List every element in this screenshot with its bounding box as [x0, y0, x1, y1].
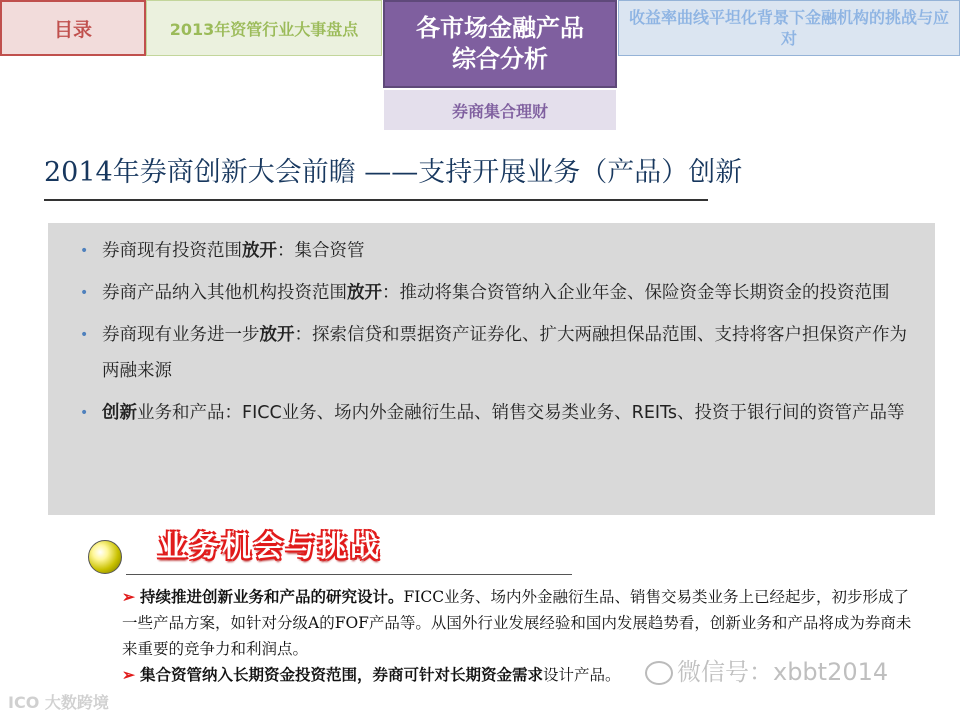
bullet-bold: 放开 — [347, 283, 382, 303]
section-title: 业务机会与挑战 — [158, 529, 383, 563]
watermark-right-text: 微信号：xbbt2014 — [677, 658, 889, 686]
bullet-text: ：集合资管 — [277, 241, 365, 261]
bullet-text: 券商现有业务进一步 — [102, 325, 260, 345]
tab-market-products-active[interactable] — [383, 0, 617, 88]
bullet-dot-icon: • — [80, 285, 89, 301]
section-divider — [126, 574, 572, 575]
bullet-text: ：推动将集合资管纳入企业年金、保险资金等长期资金的投资范围 — [382, 283, 890, 303]
arrow-bullet-icon: ➢ — [122, 665, 135, 684]
opportunity-text: FICC业务、场内外金融衍生品、销售交易类业务上已经起步，初步形成了一些产品方案，如针对分级A的FOF产品等。从国外行业发展经验和国内发展趋势看，创新业务和产品将成为券商未来重要的竞争力和利润点。 — [122, 588, 912, 658]
tab-yield-curve-label: 收益率曲线平坦化背景下金融机构的挑战与应对 — [628, 8, 949, 48]
policy-bullet-box — [48, 223, 935, 515]
opportunity-heading: 集合资管纳入长期资金投资范围，券商可针对长期资金需求 — [139, 665, 543, 684]
subtab-broker-asset-management[interactable] — [384, 90, 616, 130]
watermark-left: ICO 大数跨境 — [8, 693, 109, 712]
bullet-text: 业务和产品：FICC业务、场内外金融衍生品、销售交易类业务、REITs、投资于银行间的资管产品等 — [137, 403, 905, 423]
bullet-text: 券商现有投资范围 — [102, 241, 242, 261]
bullet-dot-icon: • — [80, 405, 89, 421]
tab-active-line2: 综合分析 — [452, 45, 548, 73]
bullet-dot-icon: • — [80, 243, 89, 259]
bullet-bold: 放开 — [242, 241, 277, 261]
tab-active-line1: 各市场金融产品 — [416, 14, 584, 42]
bullet-item — [78, 395, 907, 431]
arrow-bullet-icon: ➢ — [122, 587, 135, 606]
page-title: 2014年券商创新大会前瞻 ——支持开展业务（产品）创新 — [44, 157, 743, 188]
bullet-bold: 创新 — [102, 403, 137, 423]
tab-yield-curve[interactable] — [618, 0, 960, 56]
bullet-text: 券商产品纳入其他机构投资范围 — [102, 283, 347, 303]
subtab-label: 券商集合理财 — [451, 101, 548, 121]
bullet-item — [78, 233, 907, 269]
tab-industry-events[interactable] — [146, 0, 382, 56]
bullet-bold: 放开 — [259, 325, 295, 345]
opportunity-text: 设计产品。 — [542, 666, 621, 684]
tab-toc-label: 目录 — [53, 18, 92, 41]
bullet-text: ：探索信贷和票据资产证券化、扩大两融担保品范围、支持将客户担保资产作为两融来源 — [102, 325, 907, 381]
tab-toc[interactable] — [0, 0, 146, 56]
bullet-item — [78, 317, 907, 389]
bullet-dot-icon: • — [80, 327, 89, 343]
title-divider — [44, 199, 708, 201]
watermark-right — [645, 652, 888, 687]
yellow-ball-icon — [88, 540, 122, 574]
bullet-item — [78, 275, 907, 311]
opportunity-heading: 持续推进创新业务和产品的研究设计。 — [139, 587, 404, 606]
wechat-icon — [645, 661, 673, 685]
opportunity-item — [122, 584, 912, 662]
tab-industry-events-label: 2013年资管行业大事盘点 — [169, 19, 359, 39]
